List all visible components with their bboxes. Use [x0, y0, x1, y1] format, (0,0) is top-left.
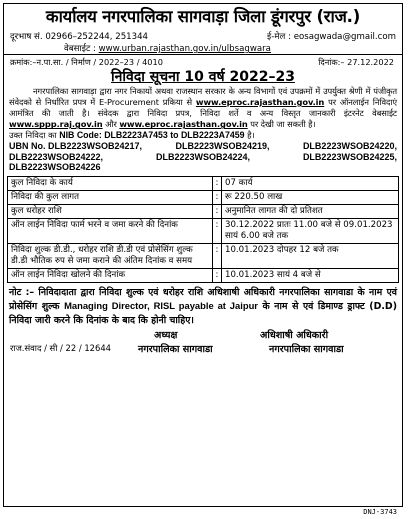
- table-row: [8, 176, 399, 190]
- nib-suffix: है।: [244, 130, 255, 141]
- row-value: रू 220.50 लाख: [222, 190, 399, 204]
- body-text-2: पर ऑनलाईन निविदाएं आमंत्रित की जाती है। संवेदक द्वारा निविदा प्रपत्र, निविदा शर्ते व अन्य विस्तृत जानकारी इंटरनेट वेबसाईट: [9, 97, 398, 119]
- row-label: निविदा शुल्क डी.डी., धरोहर राशि डी.डी एवं प्रोसेसिंग शुल्क डी.डी भौतिक रुप से जमा कराने की अंतिम दिनांक व समय: [8, 243, 213, 268]
- ubn-row: [9, 152, 397, 162]
- row-colon: :: [213, 190, 222, 204]
- chairman-office: नगरपालिका सागवाडा: [138, 344, 213, 356]
- table-row: [8, 218, 399, 243]
- row-label: कुल निविदा के कार्य: [8, 176, 213, 190]
- chairman-title: अध्यक्ष: [154, 330, 178, 342]
- body-paragraph: [9, 86, 397, 130]
- notice-body: [4, 85, 402, 130]
- email-address: ई-मेल : eosagwada@gmail.com: [267, 32, 396, 42]
- reference-date: दिनांक:– 27.12.2022: [318, 57, 394, 67]
- body-text-3: और: [102, 119, 120, 130]
- table-row: [8, 204, 399, 218]
- ubn-item: UBN No. DLB2223WSOB24217,: [9, 141, 143, 152]
- row-value: 10.01.2023 दोपहर 12 बजे तक: [222, 243, 399, 268]
- nib-code: NIB Code: DLB2223A7453 to DLB2223A7459: [59, 130, 245, 141]
- ubn-list: [4, 141, 402, 172]
- nib-line: [4, 130, 402, 141]
- ubn-item: DLB2223WSOB24226: [9, 162, 101, 173]
- website-line: वेबसाईट : www.urban.rajasthan.gov.in/ulbsagwara: [64, 44, 271, 54]
- ubn-row: [9, 141, 397, 151]
- table-row: [8, 268, 399, 282]
- row-colon: :: [213, 218, 222, 243]
- contact-block: [4, 28, 402, 54]
- body-text-1: नगरपालिका सागवाड़ा द्वारा नगर निकायों अथवा राजस्थान सरकार के अन्य विभागों एवं उपक्रमों में उपर्युक्त श्रेणी में पंजीकृत संवेदको से निर्धारित प्रपत्र में E-Procurement प्रकिया से: [9, 86, 397, 108]
- ubn-item: DLB2223WSOB24222,: [9, 151, 104, 162]
- website-label: वेबसाईट: [64, 44, 91, 54]
- table-row: [8, 190, 399, 204]
- notice-heading: [4, 69, 402, 85]
- ubn-row: [9, 162, 397, 172]
- table-row: [8, 243, 399, 268]
- ubn-item: DLB2223WSOB24225,: [302, 151, 397, 162]
- note-paragraph: [4, 283, 402, 328]
- reference-number: क्रमांक:–न.पा.सा. / निर्माण / 2022–23 / 4010: [10, 57, 163, 67]
- note-text-2: के नाम से एवं डिमाण्ड ड्राफ्ट (D.D) निविदा जारी करने कि दिनांक के बाद कि होनी चाहिए।: [9, 301, 397, 326]
- ubn-item: DLB2223WSOB24219,: [175, 141, 270, 152]
- row-value: 30.12.2022 प्रातः 11.00 बजे से 09.01.2023 सायं 6.00 बजे तक: [222, 218, 399, 243]
- phone-number: दूरभाष सं. 02966–252244, 251344: [10, 32, 149, 42]
- row-label: ऑन लाईन निविदा खोलने की दिनांक: [8, 268, 213, 282]
- row-value: 07 कार्य: [222, 176, 399, 190]
- row-value: अनुमानित लागत की दो प्रतिशत: [222, 204, 399, 218]
- reference-line: [4, 55, 402, 68]
- officer-title: अधिशाषी अधिकारी: [260, 330, 329, 342]
- raj-samvad-number: राज.संवाद / सी / 22 / 12644: [10, 343, 111, 354]
- row-label: कुल धरोहर राशि: [8, 204, 213, 218]
- notice-title: निविदा सूचना 10 वर्ष 2022–23: [111, 69, 295, 85]
- nib-prefix: उक्त निविदा का: [9, 130, 60, 141]
- tender-details-table: [7, 176, 399, 283]
- ubn-item: DLB2223WSOB24220,: [302, 141, 397, 152]
- note-payee: Managing Director, RISL payable at Jaipur: [64, 300, 258, 312]
- eproc-link-2[interactable]: www.eproc.rajasthan.gov.in: [119, 119, 248, 130]
- row-colon: :: [213, 268, 222, 282]
- row-colon: :: [213, 204, 222, 218]
- row-colon: :: [213, 243, 222, 268]
- signature-block: [4, 327, 402, 357]
- office-title: कार्यालय नगरपालिका सागवाड़ा जिला डूंगरपुर (राज.): [45, 7, 361, 26]
- website-link[interactable]: www.urban.rajasthan.gov.in/ulbsagwara: [98, 44, 271, 54]
- tender-notice: [3, 3, 403, 507]
- note-text-1: नोट :– निविदादाता द्वारा निविदा शुल्क एवं धरोहर राशि अधिशाषी अधिकारी नगरपालिका सागवाडा के नाम एवं प्रोसेसिंग शुल्क: [9, 286, 397, 313]
- row-value: 10.01.2023 सायं 4 बजे से: [222, 268, 399, 282]
- row-colon: :: [213, 176, 222, 190]
- sppp-link[interactable]: www.sppp.raj.gov.in: [9, 119, 103, 130]
- row-label: ऑन लाईन निविदा फार्म भरने व जमा करने की दिनांक: [8, 218, 213, 243]
- footer-code: DNJ-3743: [363, 508, 397, 516]
- officer-office: नगरपालिका सागवाडा: [269, 344, 344, 356]
- row-label: निविदा की कुल लागत: [8, 190, 213, 204]
- body-text-4: पर देखी जा सकती है।: [247, 119, 316, 130]
- eproc-link-1[interactable]: www.eproc.rajasthan.gov.in: [195, 97, 325, 108]
- ubn-item: DLB2223WSOB24224,: [155, 151, 251, 162]
